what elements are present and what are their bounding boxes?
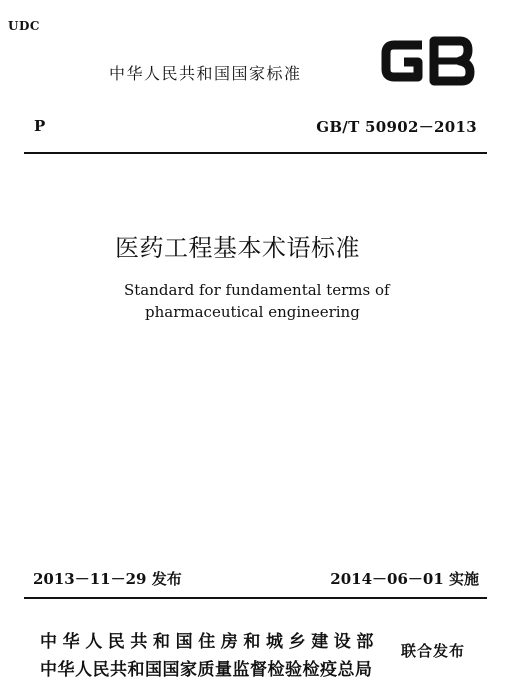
joint-issue-label: 联合发布	[401, 642, 466, 660]
gb-logo	[378, 35, 478, 91]
bottom-divider	[24, 597, 487, 599]
issuer-aqsiq: 中华人民共和国国家质量监督检验检疫总局	[40, 660, 373, 680]
title-english-line2: pharmaceutical engineering	[145, 303, 360, 321]
category-code: P	[34, 117, 46, 135]
national-standard-heading: 中华人民共和国国家标准	[109, 64, 302, 83]
issue-date: 2013－11－29 发布	[33, 570, 182, 588]
issuer-ministry-housing: 中华人民共和国住房和城乡建设部	[40, 632, 379, 652]
title-english-line1: Standard for fundamental terms of	[124, 281, 390, 299]
udc-label: UDC	[8, 19, 40, 33]
top-divider	[24, 152, 487, 154]
title-chinese: 医药工程基本术语标准	[115, 234, 360, 262]
standard-number: GB/T 50902－2013	[316, 118, 477, 136]
effective-date: 2014－06－01 实施	[330, 570, 479, 588]
